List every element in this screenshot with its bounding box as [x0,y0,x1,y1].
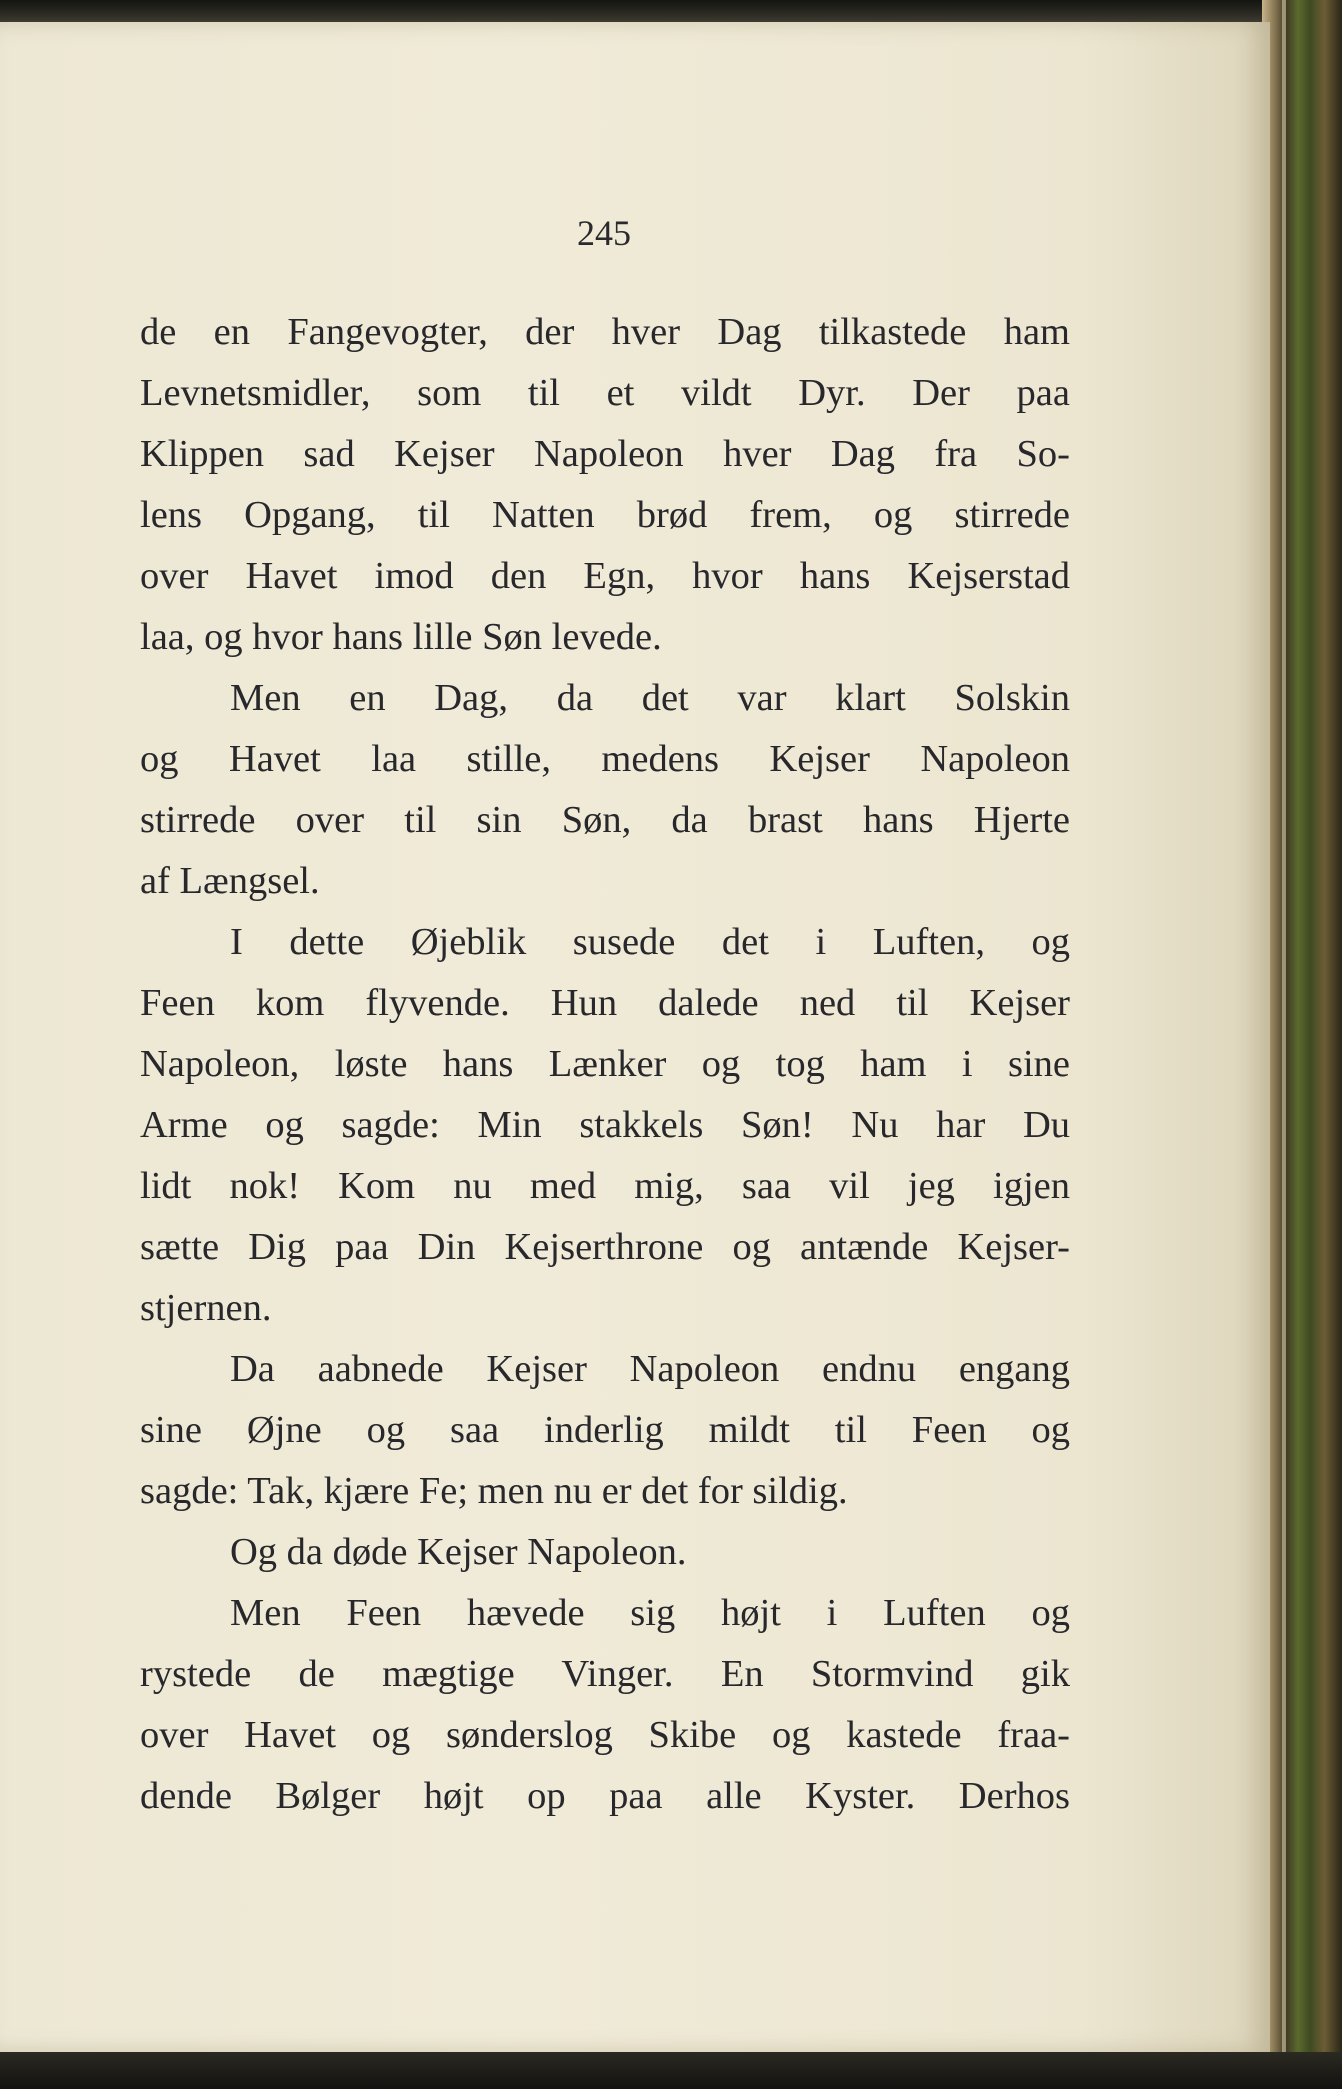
book-page [0,22,1270,2052]
text-line: sætte Dig paa Din Kejserthrone og antænde Kejser- [140,1226,1070,1268]
text-line: Levnetsmidler, som til et vildt Dyr. Der paa [140,372,1070,414]
text-line: over Havet og sønderslog Skibe og kastede fraa- [140,1714,1070,1756]
text-line: laa, og hvor hans lille Søn levede. [140,616,662,658]
text-line: sagde: Tak, kjære Fe; men nu er det for sildig. [140,1470,848,1512]
text-line: lidt nok! Kom nu med mig, saa vil jeg igjen [140,1165,1070,1207]
book-spine [1262,0,1342,2089]
text-line: Men Feen hævede sig højt i Luften og [230,1592,1070,1634]
text-line: Og da døde Kejser Napoleon. [230,1531,687,1573]
spine-stripe [1282,0,1286,2089]
text-line: Men en Dag, da det var klart Solskin [230,677,1070,719]
scan-top-edge [0,0,1342,22]
text-line: I dette Øjeblik susede det i Luften, og [230,921,1070,963]
text-line: dende Bølger højt op paa alle Kyster. Derhos [140,1775,1070,1817]
text-line: sine Øjne og saa inderlig mildt til Feen og [140,1409,1070,1451]
text-line: de en Fangevogter, der hver Dag tilkastede ham [140,311,1070,353]
text-line: Napoleon, løste hans Lænker og tog ham i sine [140,1043,1070,1085]
text-line: af Længsel. [140,860,320,902]
text-line: og Havet laa stille, medens Kejser Napoleon [140,738,1070,780]
text-line: lens Opgang, til Natten brød frem, og stirrede [140,494,1070,536]
text-line: Klippen sad Kejser Napoleon hver Dag fra So- [140,433,1070,475]
text-line: rystede de mægtige Vinger. En Stormvind gik [140,1653,1070,1695]
text-line: stjernen. [140,1287,272,1329]
scan-bottom-edge [0,2052,1342,2089]
text-line: stirrede over til sin Søn, da brast hans Hjerte [140,799,1070,841]
text-line: over Havet imod den Egn, hvor hans Kejserstad [140,555,1070,597]
page-number: 245 [577,213,631,253]
text-line: Feen kom flyvende. Hun dalede ned til Kejser [140,982,1070,1024]
text-line: Arme og sagde: Min stakkels Søn! Nu har Du [140,1104,1070,1146]
text-line: Da aabnede Kejser Napoleon endnu engang [230,1348,1070,1390]
body-text [140,302,1070,1827]
